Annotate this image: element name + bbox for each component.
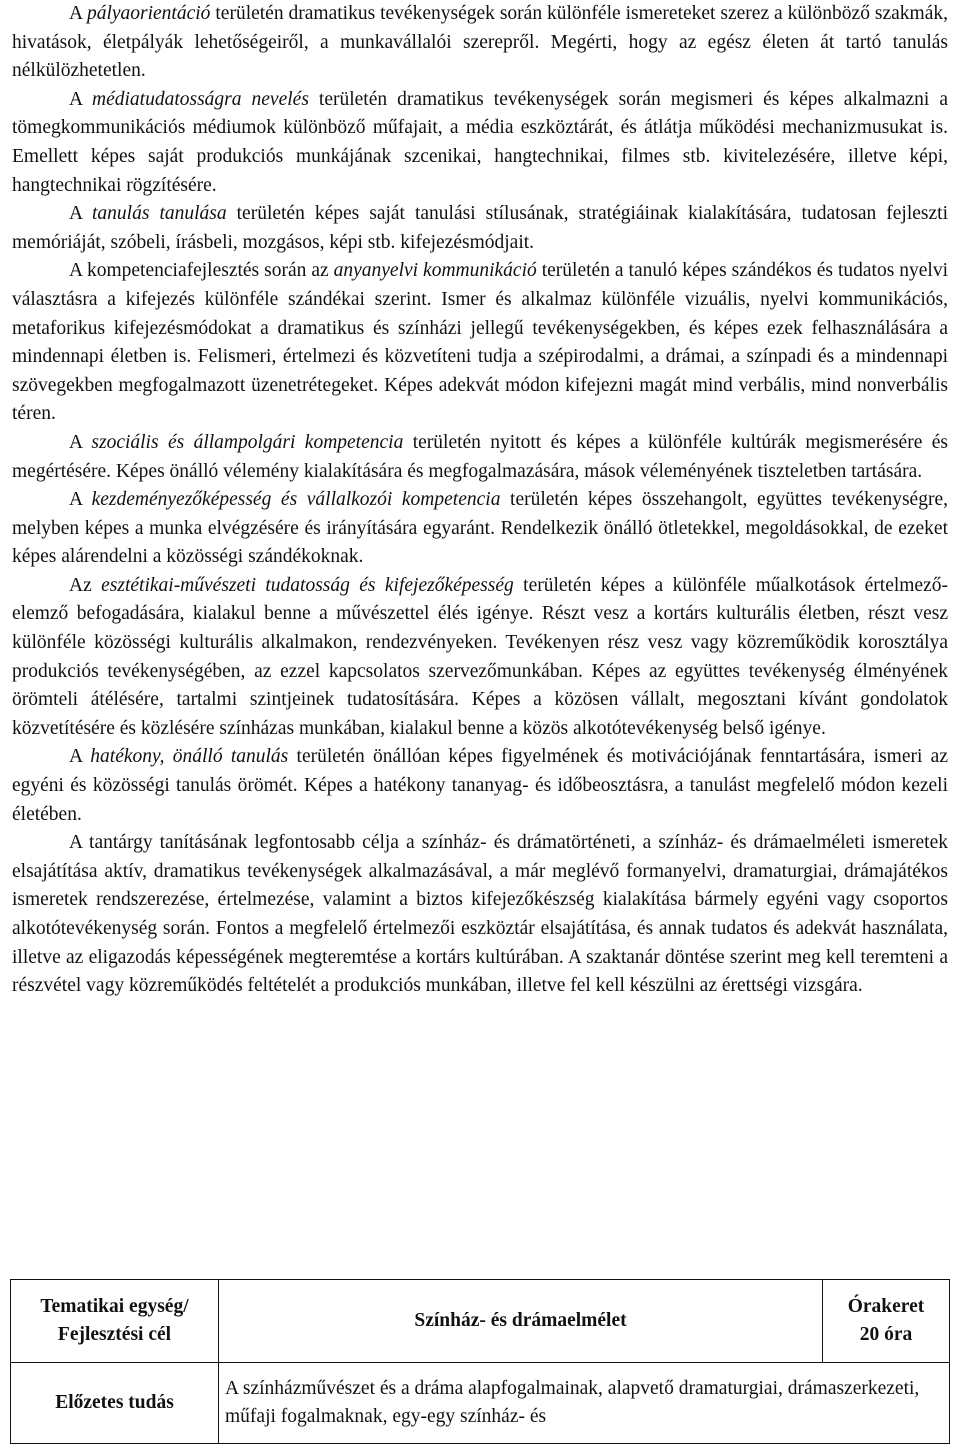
hours-cell bbox=[823, 1280, 950, 1363]
paragraph-emphasis: kezdeményezőképesség és vállalkozói kompetencia bbox=[91, 489, 501, 511]
paragraph-anyanyelvi bbox=[12, 257, 948, 429]
paragraph-tanulas-tanulasa bbox=[12, 200, 948, 257]
paragraph-mediatudatossag bbox=[12, 86, 948, 200]
paragraph-text: A bbox=[69, 3, 87, 24]
paragraph-hatekony-tanulas bbox=[12, 743, 948, 829]
paragraph-text: A bbox=[69, 88, 93, 110]
paragraph-text: területén nyitott és képes a különféle kultúrák megismerésére és megértésére. Képes önálló vélemény kialakítására és megfogalmazására, mások véleményének tiszteletben tartására. bbox=[12, 431, 948, 482]
table-row bbox=[11, 1363, 950, 1444]
paragraph-text: A kompetenciafejlesztés során az bbox=[69, 260, 334, 282]
table-row bbox=[11, 1280, 950, 1363]
paragraph-esztetikai bbox=[12, 572, 948, 744]
paragraph-text: területén képes a különféle műalkotások értelmező-elemző befogadására, kialakul benne a művészettel élés igénye. Részt vesz a kortárs kulturális életben, részt vesz különféle közösségi kulturális alkalmakon, rendezvényeken. Tevékenyen rész vesz vagy közreműködik korosztálya produkciós tevékenységében, az ezzel kapcsolatos szervezőmunkában. Képes az együttes tevékenység élményének örömteli átélésére, tartalmi szintjeinek tudatosítására. Képes a közösen vállalt, megosztani kívánt gondolatok közvetítésére és közlésére színházas munkában, kialakul benne a közös alkotótevékenység belső igénye. bbox=[12, 574, 948, 739]
document-body bbox=[12, 0, 948, 1001]
paragraph-emphasis: anyanyelvi kommunikáció bbox=[333, 260, 537, 282]
paragraph-emphasis: esztétikai-művészeti tudatosság és kifejezőképesség bbox=[101, 574, 514, 596]
paragraph-kezdemenyezo bbox=[12, 486, 948, 572]
hours-label: Órakeret bbox=[847, 1296, 925, 1317]
thematic-unit-title: Színház- és drámaelmélet bbox=[219, 1280, 823, 1363]
paragraph-text: területén képes összehangolt, együttes tevékenységre, melyben képes a munka elvégzésére és irányítására egyaránt. Rendelkezik önálló ötletekkel, megoldásokkal, de ezeket képes alárendelni a közösségi szándékoknak. bbox=[12, 489, 948, 568]
paragraph-emphasis: tanulás tanulása bbox=[92, 203, 227, 225]
paragraph-text: területén önállóan képes figyelmének és motivációjának fenntartására, ismeri az egyéni és közösségi tanulás örömét. Képes a hatékony tananyag- és időbeosztásra, a tanulást megfelelő módon kezeli életében. bbox=[12, 746, 948, 825]
thematic-unit-label: Tematikai egység/ Fejlesztési cél bbox=[11, 1280, 219, 1363]
paragraph-text: területén a tanuló képes szándékos és tudatos nyelvi választásra a kifejezés különféle szándékai szerint. Ismer és alkalmaz különféle vizuális, nyelvi kommunikációs, metaforikus kifejezésmódokat a dramatikus és színházi jellegű tevékenységekben, és képes ezek felhasználására a mindennapi életben is. Felismeri, értelmezi és közvetíteni tudja a szépirodalmi, a drámai, a színpadi és a mindennapi szövegekben megfogalmazott üzenetrétegeket. Képes adekvát módon kifejezni magát mind verbális, mind nonverbális téren. bbox=[12, 260, 948, 425]
paragraph-emphasis: hatékony, önálló tanulás bbox=[90, 746, 289, 768]
paragraph-text: A bbox=[69, 431, 92, 453]
hours-value: 20 óra bbox=[859, 1324, 913, 1345]
paragraph-text: területén dramatikus tevékenységek során különféle ismereteket szerez a különböző szakmák, hivatások, életpályák lehetőségeiről, a munkavállalói szerepről. Megérti, hogy az egész életen át tartó tanulás nélkülözhetetlen. bbox=[12, 3, 948, 82]
prior-knowledge-label: Előzetes tudás bbox=[11, 1363, 219, 1444]
paragraph-text: területén dramatikus tevékenységek során megismeri és képes alkalmazni a tömegkommunikációs médiumok különböző műfajait, a média eszköztárát, és átlátja működési mechanizmusukat is. Emellett képes saját produkciós munkájának szcenikai, hangtechnikai, filmes stb. kivitelezésére, illetve képi, hangtechnikai rögzítésére. bbox=[12, 88, 948, 196]
paragraph-emphasis: pályaorientáció bbox=[86, 3, 211, 24]
paragraph-text: A bbox=[69, 746, 91, 768]
paragraph-szocialis bbox=[12, 429, 948, 486]
paragraph-emphasis: médiatudatosságra nevelés bbox=[92, 88, 309, 110]
paragraph-emphasis: szociális és állampolgári kompetencia bbox=[91, 431, 404, 453]
paragraph-text: Az bbox=[69, 574, 102, 596]
paragraph-text: A tantárgy tanításának legfontosabb célja a színház- és drámatörténeti, a színház- és drámaelméleti ismeretek elsajátítása aktív, dramatikus tevékenységek alkalmazásával, a már meglévő formanyelvi, dramaturgiai, drámajátékos ismeretek rendszerezése, értelmezése, valamint a biztos kifejezőkészség kialakítása bármely egyéni vagy csoportos alkotótevékenység során. Fontos a megfelelő értelmezői eszköztár elsajátítása, és annak tudatos és adekvát használata, illetve az eligazodás képességének megteremtése a kortárs kultúrában. A szaktanár döntése szerint meg kell teremteni a részvétel vagy közreműködés feltételét a produkciós munkában, illetve fel kell készülni az érettségi vizsgára. bbox=[12, 832, 948, 997]
paragraph-text: A bbox=[69, 489, 92, 511]
thematic-unit-table bbox=[10, 1279, 950, 1444]
prior-knowledge-text: A színházművészet és a dráma alapfogalmainak, alapvető dramaturgiai, drámaszerkezeti, műfaji fogalmaknak, egy-egy színház- és bbox=[219, 1363, 950, 1444]
paragraph-text: területén képes saját tanulási stílusának, stratégiáinak kialakítására, tudatosan fejleszti memóriáját, szóbeli, írásbeli, mozgásos, képi stb. kifejezésmódjait. bbox=[12, 203, 948, 253]
paragraph-text: A bbox=[69, 203, 93, 225]
paragraph-tantargy-celja bbox=[12, 829, 948, 1001]
paragraph-palyaorientacio bbox=[12, 0, 948, 86]
